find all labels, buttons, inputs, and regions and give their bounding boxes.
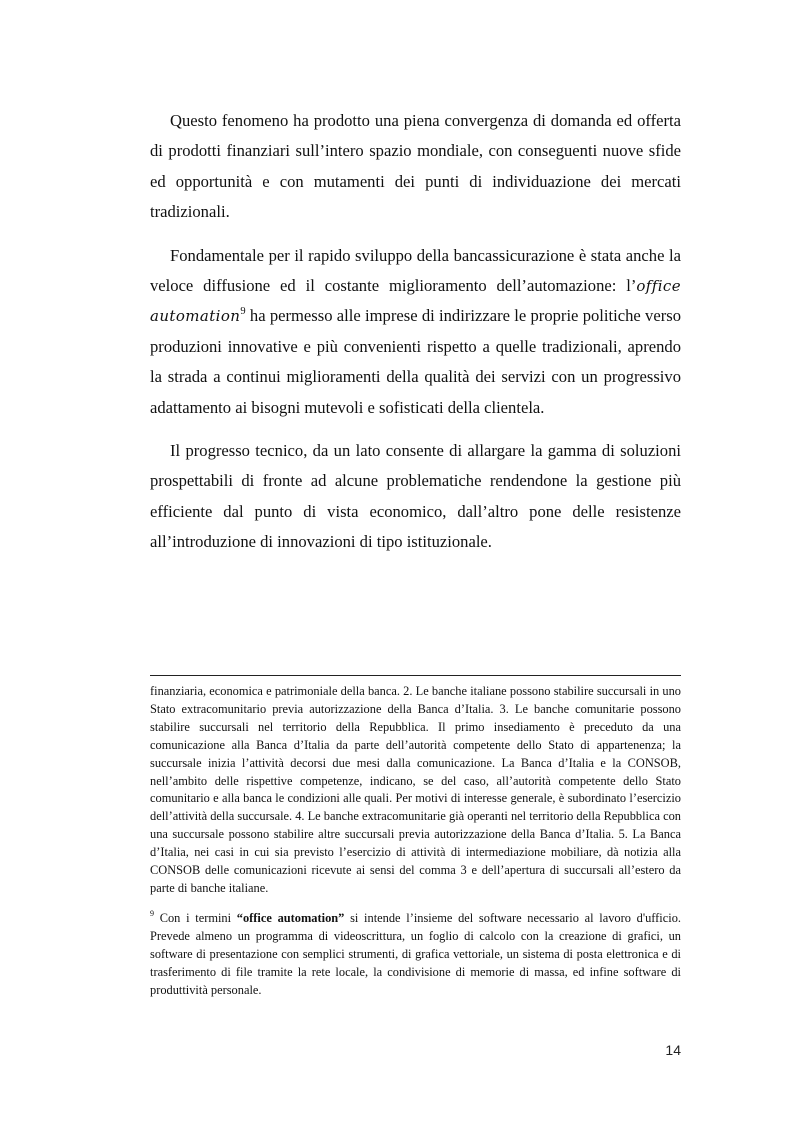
paragraph-2-rest: ha permesso alle imprese di indirizzare le proprie politiche verso produzioni innovative e più convenienti rispetto a quelle tradizionali, aprendo la strada a continui miglioramenti della qualità dei servizi con un progressivo adattamento ai bisogni mutevoli e sofisticati della clientela. (150, 306, 681, 417)
page-number: 14 (665, 1042, 681, 1058)
paragraph-2-lead: Fondamentale per il rapido sviluppo della bancassicurazione è stata anche la veloce diffusione ed il costante miglioramento dell’automazione: l’ (150, 245, 681, 296)
office-automation-term: office automation (150, 277, 681, 326)
footnote-9-text: si intende l’insieme del software necessario al lavoro d'ufficio. Prevede almeno un programma di videoscrittura, un foglio di calcolo con la creazione di grafici, un software di presentazione con semplici strumenti, di grafica vettoriale, un sistema di posta elettronica e di trasferimento di file tramite la rete locale, la condivisione di memorie di massa, ed infine software di produttività personale. (150, 910, 681, 997)
paragraph-1-text: Questo fenomeno ha prodotto una piena convergenza di domanda ed offerta di prodotti finanziari sull’intero spazio mondiale, con conseguenti nuove sfide ed opportunità e con mutamenti dei punti di individuazione dei mercati tradizionali. (150, 111, 681, 222)
paragraph-3 (150, 436, 681, 558)
footnotes-area (150, 675, 681, 999)
main-text (150, 106, 681, 571)
footnote-reference-9[interactable]: 9 (240, 305, 246, 317)
footnote-9-intro: Con i termini (154, 910, 237, 925)
footnote-9-quote-close: ” (338, 910, 345, 925)
footnote-9-term: office automation (242, 910, 339, 925)
paragraph-3-text: Il progresso tecnico, da un lato consente di allargare la gamma di soluzioni prospettabili di fronte ad alcune problematiche rendendone la gestione più efficiente dal punto di vista economico, dall’altro pone delle resistenze all’introduzione di innovazioni di tipo istituzionale. (150, 441, 681, 552)
footnote-gap (150, 898, 681, 910)
footnote-continued (150, 683, 681, 898)
footnote-9 (150, 910, 681, 1000)
paragraph-2 (150, 241, 681, 423)
footnote-continued-text: finanziaria, economica e patrimoniale della banca. 2. Le banche italiane possono stabilire succursali in uno Stato extracomunitario previa autorizzazione della Banca d’Italia. 3. Le banche comunitarie possono stabilire succursali nel territorio della Repubblica. Il primo insediamento è preceduto da una comunicazione alla Banca d’Italia da parte dell’autorità competente dello Stato di appartenenza; la succursale inizia l’attività decorsi due mesi dalla comunicazione. La Banca d’Italia e la CONSOB, nell’ambito delle rispettive competenze, indicano, se del caso, all’autorità competente dello Stato comunitario e alla banca le condizioni alle quali. Per motivi di interesse generale, è subordinato l’esercizio dell’attività della succursale. 4. Le banche extracomunitarie già operanti nel territorio della Repubblica con una succursale possono stabilire altre succursali previa autorizzazione della Banca d’Italia. 5. La Banca d’Italia, nei casi in cui sia previsto l’esercizio di attività di intermediazione mobiliare, dà notizia alla CONSOB delle comunicazioni ricevute ai sensi del comma 3 e dell’apertura di succursali all’estero da parte di banche italiane. (150, 684, 681, 895)
footnote-9-quote-open: “ (236, 910, 243, 925)
footnote-separator (150, 675, 681, 676)
footnote-9-number: 9 (150, 908, 154, 918)
paragraph-1 (150, 106, 681, 228)
